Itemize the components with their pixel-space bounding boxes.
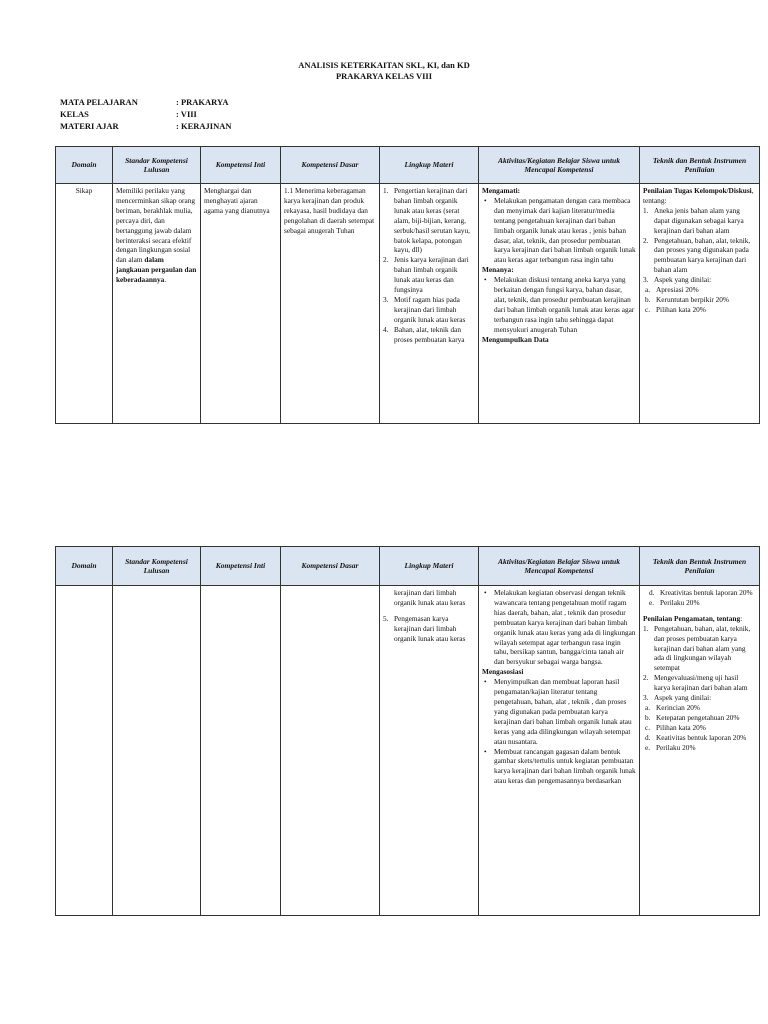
- cell-kd: [281, 586, 380, 916]
- list-item: 1. Aneka jenis bahan alam yang dapat digunakan sebagai karya kerajinan dari bahan alam: [643, 205, 744, 235]
- list-item: • Melakukan kegiatan observasi dengan teknik wawancara tentang pengetahuan motif ragam hias daerah, bahan, alat , teknik dan prosedur pembuatan karya kerajinan dari bahan limbah organik lunak atau keras yang ada di lingkungan wilayah setempat agar terbangun rasa ingin tahu, bersikap santun, bangga/cinta tanah air dan bersyukur sebagai warga bangsa.: [482, 588, 636, 667]
- header-domain: Domain: [56, 547, 113, 586]
- list-item: e. Perilaku 20%: [645, 742, 696, 752]
- cell-kd: 1.1 Menerima keberagaman karya kerajinan dan produk rekayasa, hasil budidaya dan pengolahan di daerah setempat sebagai anugerah Tuhan: [281, 184, 380, 424]
- header-kd: Kompetensi Dasar: [281, 147, 380, 184]
- cell-teknik: [640, 184, 760, 424]
- skl-end: .: [164, 275, 167, 285]
- activity-heading: Menanya:: [482, 265, 514, 275]
- meta-row: [60, 96, 232, 108]
- meta-key: MATA PELAJARAN: [60, 97, 138, 107]
- list-item: a. Apresiasi 20%: [645, 285, 699, 295]
- list-item: • Menyimpulkan dan membuat laporan hasil pengamatan/kajian literatur tentang pengetahuan, bahan, alat , teknik , dan proses yang digunakan pada pembuatan karya kerajinan dari bahan limbah organik lunak atau keras yang ada dilingkungan wilayah setempat atau nusantara.: [482, 677, 636, 746]
- list-item: a. Kerincian 20%: [645, 702, 700, 712]
- header-skl: Standar Kompetensi Lulusan: [113, 547, 201, 586]
- header-lingkup: Lingkup Materi: [380, 547, 479, 586]
- list-item: • Melakukan diskusi tentang aneka karya yang berkaitan dengan fungsi karya, bahan dasar, alat, teknik, dan prosedur pembuatan kerajinan dari bahan limbah organik lunak atau keras agar terbangun rasa ingin tahu sehingga dapat mensyukuri anugerah Tuhan: [482, 275, 636, 334]
- list-item: 1. Pengertian kerajinan dari bahan limbah organik lunak atau keras (serat alam, biji-bijian, kerang, serbuk/hasil serutan kayu, batok kelapa, potongan kayu, dll): [383, 186, 470, 255]
- cell-skl: [113, 586, 201, 916]
- meta-value: : VIII: [176, 109, 197, 119]
- header-kd: Kompetensi Dasar: [281, 547, 380, 586]
- meta-value: : PRAKARYA: [176, 97, 229, 107]
- cell-teknik: [640, 586, 760, 916]
- meta-block: [60, 96, 232, 132]
- list-item: c. Pilihan kata 20%: [645, 722, 706, 732]
- table-header-row: [56, 547, 760, 586]
- header-aktivitas: Aktivitas/Kegiatan Belajar Siswa untuk Mencapai Kompetensi: [479, 547, 640, 586]
- list-item: 2. Pengetahuan, bahan, alat, teknik, dan proses yang digunakan pada pembuatan karya kerajinan dari bahan alam: [643, 235, 751, 275]
- cell-domain: Sikap: [56, 184, 113, 424]
- analysis-table-2: [55, 546, 760, 916]
- list-item: 2. Jenis karya kerajinan dari bahan limbah organik lunak atau keras dan fungsinya: [383, 255, 469, 295]
- list-item: 3. Motif ragam hias pada kerajinan dari limbah organik lunak atau keras: [383, 294, 466, 324]
- skl-text: Memiliki perilaku yang mencerminkan sikap orang beriman, berakhlak mulia, percaya diri, dan bertanggung jawab dalam berinteraksi secara efektif dengan lingkungan sosial dan alam: [116, 186, 196, 265]
- activity-heading: Mengamati:: [482, 186, 521, 195]
- list-item: d. Kreativitas bentuk laporan 20%: [649, 588, 753, 597]
- cell-aktivitas: [479, 586, 640, 916]
- list-item: 3. Aspek yang dinilai:: [643, 693, 712, 703]
- list-item: d. Keativitas bentuk laporan 20%: [645, 732, 747, 742]
- cell-lingkup: [380, 184, 479, 424]
- header-ki: Kompetensi Inti: [201, 147, 281, 184]
- list-item: b. Keruntutan berpikir 20%: [645, 294, 729, 304]
- document-title: ANALISIS KETERKAITAN SKL, KI, dan KD: [298, 60, 470, 70]
- document-subtitle: PRAKARYA KELAS VIII: [335, 71, 433, 81]
- list-item: 4. Bahan, alat, teknik dan proses pembuatan karya: [383, 324, 465, 344]
- list-item-continued: kerajinan dari limbah organik lunak atau keras: [394, 588, 466, 607]
- meta-value: : KERAJINAN: [176, 121, 232, 131]
- header-teknik: Teknik dan Bentuk Instrumen Penilaian: [640, 147, 760, 184]
- header-domain: Domain: [56, 147, 113, 184]
- cell-ki: Menghargai dan menghayati ajaran agama yang dianutnya: [201, 184, 281, 424]
- cell-ki: [201, 586, 281, 916]
- list-item: b. Ketepatan pengetahuan 20%: [645, 712, 740, 722]
- skl-bold-text: dalam jangkauan pergaulan dan keberadaannya: [116, 255, 197, 285]
- assessment-heading: Penilaian Tugas Kelompok/Diskusi, tentang:: [643, 186, 754, 205]
- list-item: c. Pilihan kata 20%: [645, 304, 706, 314]
- list-item: • Membuat rancangan gagasan dalam bentuk gambar skets/tertulis untuk kegiatan pembuatan karya kerajinan dari bahan limbah organik lunak atau keras dan pengemasannya berdasarkan: [482, 747, 636, 787]
- header-lingkup: Lingkup Materi: [380, 147, 479, 184]
- meta-key: MATERI AJAR: [60, 121, 119, 131]
- meta-row: [60, 108, 232, 120]
- table-row: [56, 184, 760, 424]
- analysis-table-1: [55, 146, 760, 424]
- activity-heading: Mengumpulkan Data: [482, 334, 549, 344]
- list-item: 2. Mengevaluasi/meng uji hasil karya kerajinan dari bahan alam: [643, 673, 748, 693]
- cell-skl: [113, 184, 201, 424]
- list-item: e. Perilaku 20%: [649, 597, 700, 607]
- table-row: [56, 586, 760, 916]
- header-aktivitas: Aktivitas/Kegiatan Belajar Siswa untuk Mencapai Kompetensi: [479, 147, 640, 184]
- header-skl: Standar Kompetensi Lulusan: [113, 147, 201, 184]
- meta-row: [60, 120, 232, 132]
- cell-lingkup: [380, 586, 479, 916]
- list-item: 5. Pengemasan karya kerajinan dari limbah organik lunak atau keras: [383, 613, 466, 643]
- list-item: 3. Aspek yang dinilai:: [643, 275, 712, 285]
- cell-aktivitas: [479, 184, 640, 424]
- activity-heading: Mengasosiasi: [482, 667, 524, 677]
- header-teknik: Teknik dan Bentuk Instrumen Penilaian: [640, 547, 760, 586]
- list-item: 1. Pengetahuan, bahan, alat, teknik, dan proses pembuatan karya kerajinan dari bahan alam yang ada di lingkungan wilayah setempat: [643, 623, 751, 673]
- meta-key: KELAS: [60, 109, 89, 119]
- table-header-row: [56, 147, 760, 184]
- list-item: • Melakukan pengamatan dengan cara membaca dan menyimak dari kajian literatur/media tentang pengetahuan kerajinan dari bahan limbah organik lunak atau keras , jenis bahan dasar, alat, teknik, dan prosedur pembuatan karya kerajinan dari bahan limbah organik lunak atau keras agar terbangun rasa ingin tahu: [482, 196, 636, 265]
- header-ki: Kompetensi Inti: [201, 547, 281, 586]
- assessment-heading: Penilaian Pengamatan, tentang:: [643, 613, 743, 623]
- cell-domain: [56, 586, 113, 916]
